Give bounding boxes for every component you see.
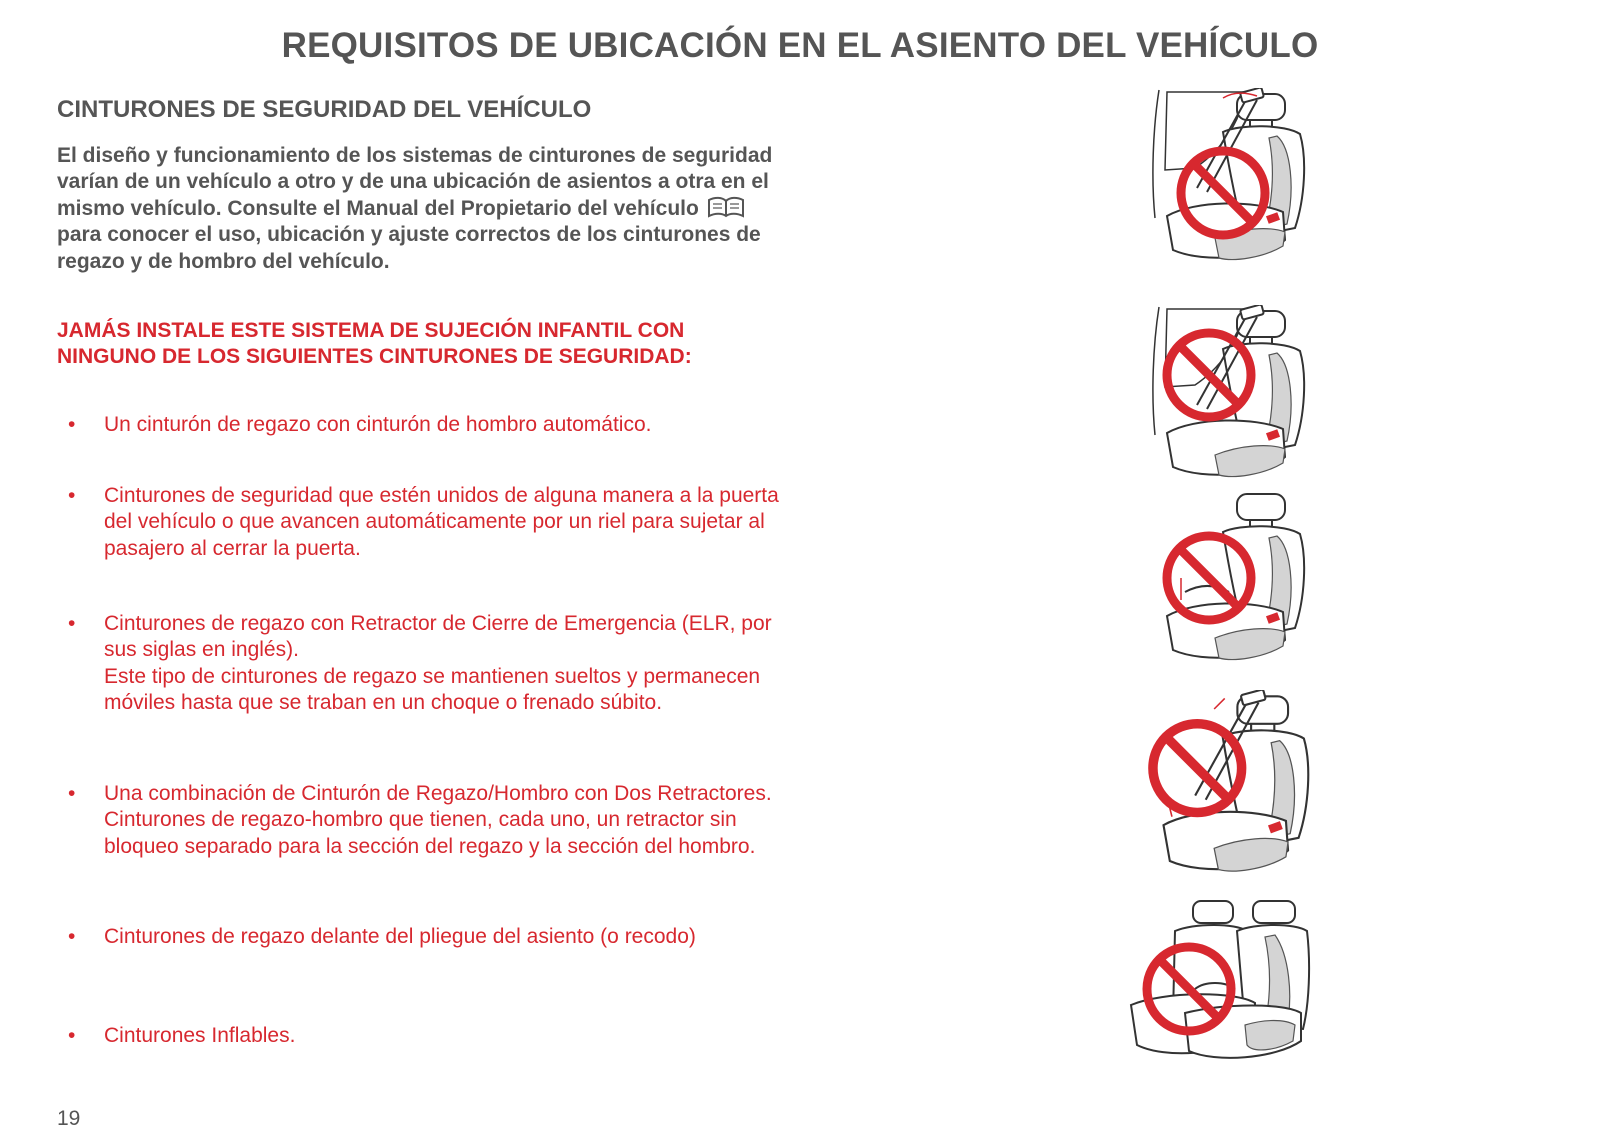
intro-paragraph (57, 143, 787, 275)
list-item (104, 781, 794, 860)
list-item (104, 611, 794, 717)
bullet-marker: • (68, 484, 76, 507)
bullet-marker: • (68, 782, 76, 805)
prohibited-dual-retractor-belt-icon (1140, 690, 1320, 880)
list-item (104, 924, 794, 950)
intro-text: El diseño y funcionamiento de los sistemas de cinturones de seguridad varían de un vehículo a otro y de una ubicación de asientos a otra en el mismo vehículo. Consulte el Manual del Propietario del vehículo (57, 144, 773, 220)
page-title: REQUISITOS DE UBICACIÓN EN EL ASIENTO DEL VEHÍCULO (281, 26, 1319, 65)
list-item-line: Cinturones de regazo-hombro que tienen, cada uno, un retractor sin bloqueo separado para la sección del regazo y la sección del hombro. (104, 808, 756, 858)
list-item (104, 412, 794, 438)
prohibited-elr-lap-belt-icon (1140, 488, 1320, 668)
list-item (104, 1023, 794, 1049)
intro-text-continued: para conocer el uso, ubicación y ajuste correctos de los cinturones de regazo y de hombro del vehículo. (57, 223, 761, 273)
book-icon (707, 196, 745, 218)
bullet-marker: • (68, 612, 76, 635)
warning-text: JAMÁS INSTALE ESTE SISTEMA DE SUJECIÓN INFANTIL CON NINGUNO DE LOS SIGUIENTES CINTURONES DE SEGURIDAD: (57, 319, 692, 369)
list-item-line: Un cinturón de regazo con cinturón de hombro automático. (104, 413, 652, 436)
bullet-marker: • (68, 413, 76, 436)
list-item-line: Cinturones de seguridad que estén unidos de alguna manera a la puerta del vehículo o que avancen automáticamente por un riel para sujetar al pasajero al cerrar la puerta. (104, 484, 779, 560)
list-item-line: Este tipo de cinturones de regazo se mantienen sueltos y permanecen móviles hasta que se traban en un choque o frenado súbito. (104, 664, 761, 715)
prohibited-forward-lap-belt-icon (1125, 895, 1315, 1075)
list-item-line: Cinturones de regazo delante del pliegue del asiento (o recodo) (104, 925, 696, 948)
section-heading: CINTURONES DE SEGURIDAD DEL VEHÍCULO (57, 96, 592, 123)
prohibited-automatic-shoulder-belt-icon (1140, 88, 1320, 268)
list-item-line: Cinturones de regazo con Retractor de Cierre de Emergencia (ELR, por sus siglas en inglés). (104, 612, 772, 662)
bullet-marker: • (68, 1024, 76, 1047)
list-item-line: Cinturones Inflables. (104, 1024, 296, 1047)
list-item-line: Una combinación de Cinturón de Regazo/Hombro con Dos Retractores. (104, 782, 772, 805)
list-item (104, 483, 794, 562)
bullet-marker: • (68, 925, 76, 948)
page-number: 19 (57, 1107, 81, 1130)
prohibited-door-mounted-belt-icon (1140, 305, 1320, 485)
